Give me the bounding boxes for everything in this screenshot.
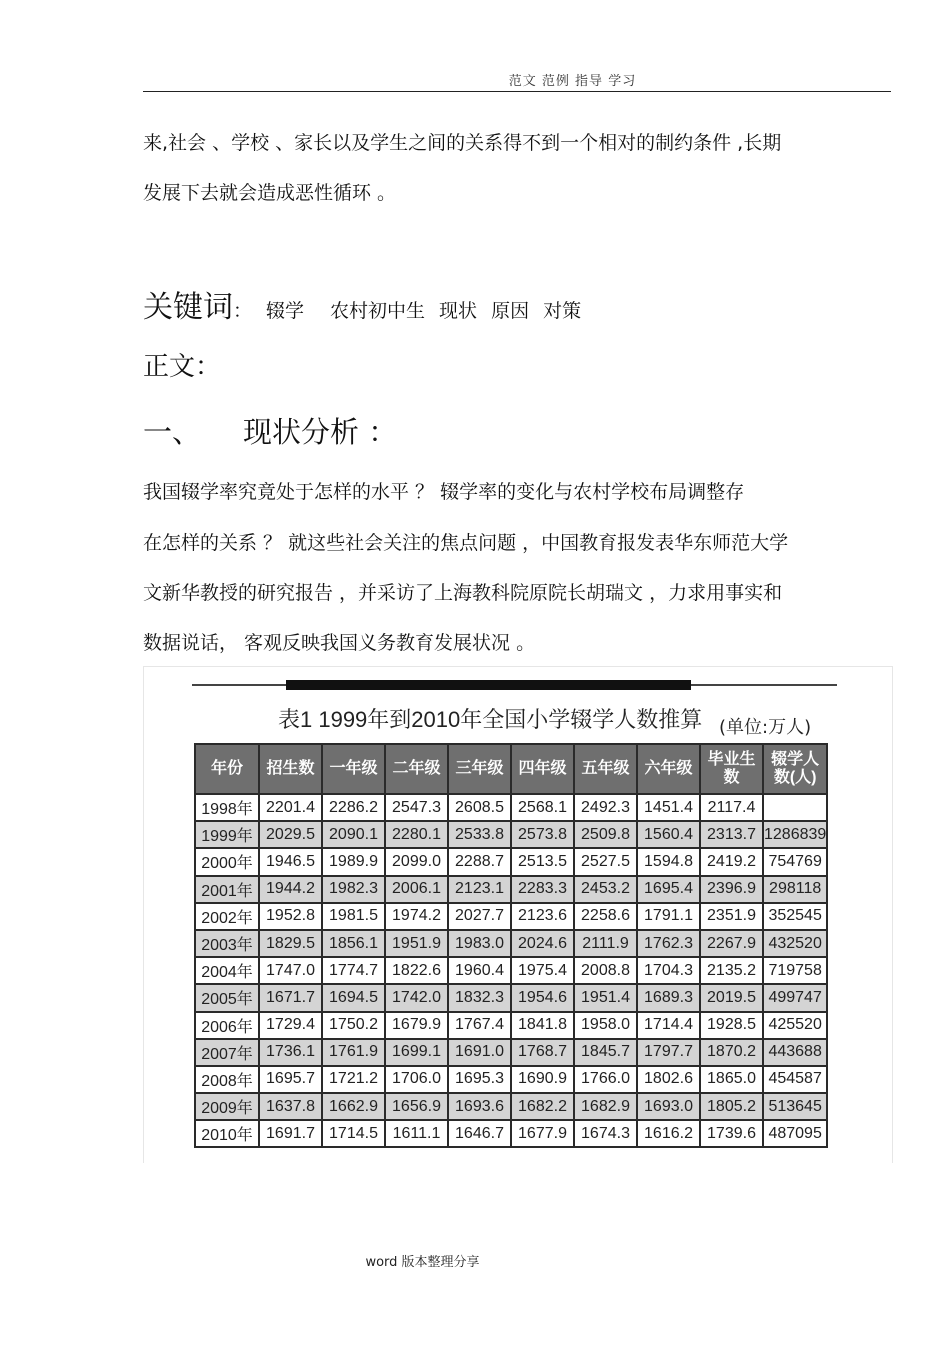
table-row <box>195 1093 827 1120</box>
value-cell: 298118 <box>763 876 827 903</box>
value-cell: 2117.4 <box>700 794 763 821</box>
table-row <box>195 821 827 848</box>
value-cell: 2527.5 <box>574 848 637 875</box>
year-cell: 1998年 <box>195 794 259 821</box>
header-text: 范文 范例 指导 学习 <box>508 74 637 89</box>
value-cell: 2509.8 <box>574 821 637 848</box>
value-cell: 1671.7 <box>259 984 322 1011</box>
keyword-item: 原因 <box>491 300 530 322</box>
header-cell: 辍学人数(人) <box>763 744 827 794</box>
table-row <box>195 930 827 957</box>
table-row <box>195 903 827 930</box>
year-cell: 2001年 <box>195 876 259 903</box>
table-row <box>195 1066 827 1093</box>
table-unit: (单位:万人) <box>719 717 812 738</box>
value-cell: 1656.9 <box>385 1093 448 1120</box>
paragraph-line: 发展下去就会造成恶性循环 。 <box>143 182 397 204</box>
year-cell: 2008年 <box>195 1066 259 1093</box>
value-cell: 1845.7 <box>574 1039 637 1066</box>
value-cell: 1662.9 <box>322 1093 385 1120</box>
value-cell: 1856.1 <box>322 930 385 957</box>
header-cell: 五年级 <box>574 744 637 794</box>
value-cell: 1958.0 <box>574 1012 637 1039</box>
value-cell: 1677.9 <box>511 1120 574 1147</box>
value-cell: 1704.3 <box>637 957 700 984</box>
section-number: 一、 <box>143 415 202 449</box>
value-cell: 1982.3 <box>322 876 385 903</box>
keyword-item: 农村初中生 <box>330 300 426 322</box>
value-cell: 1946.5 <box>259 848 322 875</box>
value-cell: 2313.7 <box>700 821 763 848</box>
value-cell: 1714.5 <box>322 1120 385 1147</box>
value-cell: 2008.8 <box>574 957 637 984</box>
value-cell: 2573.8 <box>511 821 574 848</box>
value-cell: 1767.4 <box>448 1012 511 1039</box>
value-cell: 2123.6 <box>511 903 574 930</box>
header-divider <box>143 91 891 92</box>
value-cell: 1739.6 <box>700 1120 763 1147</box>
paragraph-line: 我国辍学率究竟处于怎样的水平 ？ 辍学率的变化与农村学校布局调整存 <box>143 481 745 503</box>
value-cell: 1981.5 <box>322 903 385 930</box>
table-title: 表1 1999年到2010年全国小学辍学人数推算 <box>278 707 703 732</box>
header-cell: 六年级 <box>637 744 700 794</box>
value-cell: 1594.8 <box>637 848 700 875</box>
value-cell: 2396.9 <box>700 876 763 903</box>
value-cell: 2419.2 <box>700 848 763 875</box>
header-cell: 招生数 <box>259 744 322 794</box>
value-cell: 1721.2 <box>322 1066 385 1093</box>
header-cell: 四年级 <box>511 744 574 794</box>
value-cell: 2258.6 <box>574 903 637 930</box>
value-cell: 1762.3 <box>637 930 700 957</box>
value-cell: 1768.7 <box>511 1039 574 1066</box>
value-cell: 2006.1 <box>385 876 448 903</box>
value-cell: 1286839 <box>763 821 827 848</box>
value-cell: 487095 <box>763 1120 827 1147</box>
keyword-item: 现状 <box>439 300 478 322</box>
value-cell: 2351.9 <box>700 903 763 930</box>
year-cell: 2006年 <box>195 1012 259 1039</box>
table-row <box>195 1120 827 1147</box>
value-cell: 1952.8 <box>259 903 322 930</box>
keywords-colon: ： <box>233 300 253 322</box>
value-cell: 1954.6 <box>511 984 574 1011</box>
value-cell: 1693.0 <box>637 1093 700 1120</box>
value-cell: 1822.6 <box>385 957 448 984</box>
value-cell: 1774.7 <box>322 957 385 984</box>
year-cell: 1999年 <box>195 821 259 848</box>
keyword-item: 辍学 <box>266 300 305 322</box>
value-cell: 1736.1 <box>259 1039 322 1066</box>
keywords-line <box>143 292 893 327</box>
value-cell: 1691.0 <box>448 1039 511 1066</box>
value-cell: 1694.5 <box>322 984 385 1011</box>
value-cell: 1742.0 <box>385 984 448 1011</box>
section-heading <box>143 410 397 451</box>
value-cell: 1951.4 <box>574 984 637 1011</box>
value-cell: 2283.3 <box>511 876 574 903</box>
value-cell: 1706.0 <box>385 1066 448 1093</box>
value-cell: 352545 <box>763 903 827 930</box>
value-cell: 1689.3 <box>637 984 700 1011</box>
value-cell: 2111.9 <box>574 930 637 957</box>
year-cell: 2005年 <box>195 984 259 1011</box>
value-cell: 2090.1 <box>322 821 385 848</box>
dropout-table <box>194 743 828 1148</box>
paragraph-line: 来,社会 、学校 、家长以及学生之间的关系得不到一个相对的制约条件 ,长期 <box>143 132 782 154</box>
value-cell: 1766.0 <box>574 1066 637 1093</box>
paragraph-line: 数据说话， 客观反映我国义务教育发展状况 。 <box>143 632 536 654</box>
value-cell: 2608.5 <box>448 794 511 821</box>
value-cell: 1674.3 <box>574 1120 637 1147</box>
value-cell: 2547.3 <box>385 794 448 821</box>
value-cell: 1791.1 <box>637 903 700 930</box>
value-cell: 1761.9 <box>322 1039 385 1066</box>
value-cell: 432520 <box>763 930 827 957</box>
value-cell: 2533.8 <box>448 821 511 848</box>
value-cell: 1611.1 <box>385 1120 448 1147</box>
paragraph-line: 文新华教授的研究报告 ，并采访了上海教科院原院长胡瑞文 ，力求用事实和 <box>143 582 783 604</box>
table-row <box>195 1039 827 1066</box>
value-cell: 1829.5 <box>259 930 322 957</box>
body-label: 正文： <box>143 352 222 382</box>
table-row <box>195 848 827 875</box>
page-footer: word 版本整理分享 <box>365 1255 480 1270</box>
year-cell: 2009年 <box>195 1093 259 1120</box>
year-cell: 2002年 <box>195 903 259 930</box>
value-cell: 1750.2 <box>322 1012 385 1039</box>
value-cell: 1690.9 <box>511 1066 574 1093</box>
table-row <box>195 876 827 903</box>
value-cell: 1841.8 <box>511 1012 574 1039</box>
value-cell: 2019.5 <box>700 984 763 1011</box>
value-cell: 2099.0 <box>385 848 448 875</box>
value-cell: 499747 <box>763 984 827 1011</box>
value-cell: 513645 <box>763 1093 827 1120</box>
table-figure <box>143 666 893 1163</box>
value-cell: 2123.1 <box>448 876 511 903</box>
keyword-item: 对策 <box>543 300 582 322</box>
header-cell: 一年级 <box>322 744 385 794</box>
value-cell: 1805.2 <box>700 1093 763 1120</box>
value-cell: 2201.4 <box>259 794 322 821</box>
value-cell: 425520 <box>763 1012 827 1039</box>
header-cell: 年份 <box>195 744 259 794</box>
value-cell: 1637.8 <box>259 1093 322 1120</box>
table-row <box>195 1012 827 1039</box>
value-cell: 1714.4 <box>637 1012 700 1039</box>
value-cell: 1560.4 <box>637 821 700 848</box>
table-header-row <box>195 744 827 794</box>
value-cell: 2029.5 <box>259 821 322 848</box>
value-cell: 1928.5 <box>700 1012 763 1039</box>
value-cell: 2024.6 <box>511 930 574 957</box>
value-cell: 1989.9 <box>322 848 385 875</box>
value-cell: 2280.1 <box>385 821 448 848</box>
header-cell: 毕业生数 <box>700 744 763 794</box>
value-cell: 2513.5 <box>511 848 574 875</box>
value-cell: 1646.7 <box>448 1120 511 1147</box>
value-cell: 2492.3 <box>574 794 637 821</box>
header-cell: 三年级 <box>448 744 511 794</box>
value-cell: 1616.2 <box>637 1120 700 1147</box>
value-cell: 1974.2 <box>385 903 448 930</box>
table-title-bar <box>286 680 691 690</box>
value-cell: 1802.6 <box>637 1066 700 1093</box>
value-cell: 2453.2 <box>574 876 637 903</box>
year-cell: 2003年 <box>195 930 259 957</box>
keywords-label: 关键词 <box>143 290 233 325</box>
value-cell: 2135.2 <box>700 957 763 984</box>
value-cell: 1691.7 <box>259 1120 322 1147</box>
value-cell: 1695.7 <box>259 1066 322 1093</box>
value-cell: 2568.1 <box>511 794 574 821</box>
value-cell: 1693.6 <box>448 1093 511 1120</box>
value-cell: 454587 <box>763 1066 827 1093</box>
table-row <box>195 794 827 821</box>
value-cell: 1695.4 <box>637 876 700 903</box>
year-cell: 2004年 <box>195 957 259 984</box>
value-cell <box>763 794 827 821</box>
value-cell: 1960.4 <box>448 957 511 984</box>
value-cell: 1747.0 <box>259 957 322 984</box>
year-cell: 2007年 <box>195 1039 259 1066</box>
value-cell: 1870.2 <box>700 1039 763 1066</box>
year-cell: 2000年 <box>195 848 259 875</box>
value-cell: 754769 <box>763 848 827 875</box>
value-cell: 1682.2 <box>511 1093 574 1120</box>
value-cell: 1729.4 <box>259 1012 322 1039</box>
value-cell: 1865.0 <box>700 1066 763 1093</box>
value-cell: 1951.9 <box>385 930 448 957</box>
value-cell: 1679.9 <box>385 1012 448 1039</box>
header-cell: 二年级 <box>385 744 448 794</box>
value-cell: 1832.3 <box>448 984 511 1011</box>
table-row <box>195 984 827 1011</box>
value-cell: 2288.7 <box>448 848 511 875</box>
table-row <box>195 957 827 984</box>
value-cell: 1983.0 <box>448 930 511 957</box>
value-cell: 2027.7 <box>448 903 511 930</box>
section-title: 现状分析 ： <box>243 415 398 449</box>
value-cell: 1451.4 <box>637 794 700 821</box>
year-cell: 2010年 <box>195 1120 259 1147</box>
value-cell: 1975.4 <box>511 957 574 984</box>
value-cell: 719758 <box>763 957 827 984</box>
value-cell: 2286.2 <box>322 794 385 821</box>
value-cell: 1944.2 <box>259 876 322 903</box>
value-cell: 1682.9 <box>574 1093 637 1120</box>
value-cell: 2267.9 <box>700 930 763 957</box>
value-cell: 1699.1 <box>385 1039 448 1066</box>
value-cell: 443688 <box>763 1039 827 1066</box>
value-cell: 1695.3 <box>448 1066 511 1093</box>
value-cell: 1797.7 <box>637 1039 700 1066</box>
paragraph-line: 在怎样的关系 ？ 就这些社会关注的焦点问题 ，中国教育报发表华东师范大学 <box>143 532 789 554</box>
